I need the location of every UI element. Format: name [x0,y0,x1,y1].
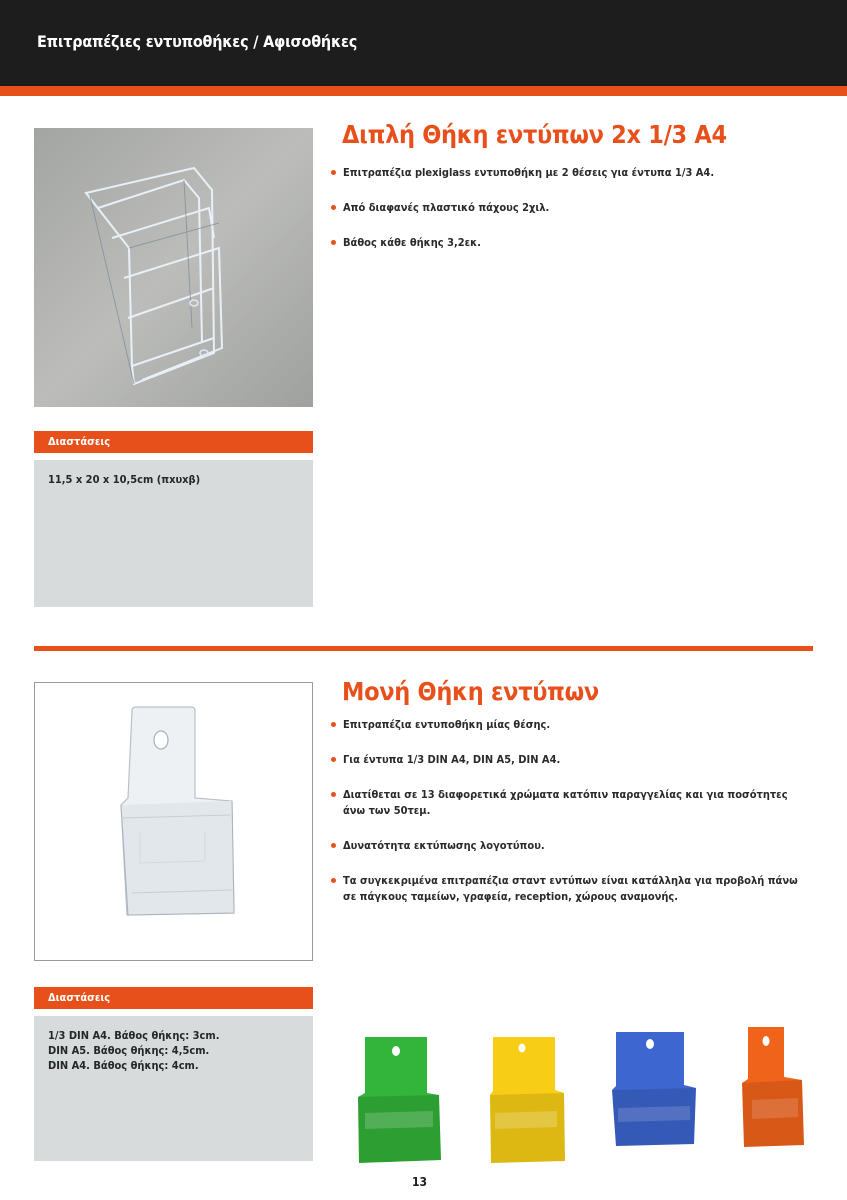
dimension-value: 11,5 x 20 x 10,5cm (πxυxβ) [48,473,201,486]
blue-holder-image [610,1030,700,1154]
orange-holder-image [740,1025,812,1154]
feature-item: Επιτραπέζια plexiglass εντυποθήκη με 2 θέσεις για έντυπα 1/3 A4. [331,165,811,181]
product-title-double-holder: Διπλή Θήκη εντύπων 2x 1/3 A4 [342,120,727,149]
product-features-double-holder [331,165,811,251]
feature-item: Για έντυπα 1/3 DIN A4, DIN A5, DIN A4. [331,752,811,768]
feature-item: Επιτραπέζια εντυποθήκη μίας θέσης. [331,717,811,733]
green-holder-image [355,1035,445,1169]
dimensions-label: Διαστάσεις [34,431,313,453]
dimension-value: 1/3 DIN A4. Βάθος θήκης: 3cm. [48,1029,220,1042]
single-leaflet-holder-image [35,683,312,960]
dimensions-box [34,1016,313,1161]
section-title: Επιτραπέζιες εντυποθήκες / Αφισοθήκες [37,32,358,51]
feature-item: Βάθος κάθε θήκης 3,2εκ. [331,235,811,251]
yellow-holder-image [485,1035,570,1169]
dimension-value: DIN A5. Βάθος θήκης: 4,5cm. [48,1044,210,1057]
double-leaflet-holder-photo [34,128,313,407]
double-leaflet-holder-image [34,128,313,407]
dimensions-label: Διαστάσεις [34,987,313,1009]
section-divider [34,646,813,651]
feature-item: Διατίθεται σε 13 διαφορετικά χρώματα κατόπιν παραγγελίας και για ποσότητες άνω των 50τεμ. [331,787,811,819]
product-title-single-holder: Μονή Θήκη εντύπων [342,677,599,706]
feature-item: Από διαφανές πλαστικό πάχους 2χιλ. [331,200,811,216]
single-leaflet-holder-photo [34,682,313,961]
page-number: 13 [412,1175,428,1189]
header-accent-stripe [0,86,847,96]
feature-item: Τα συγκεκριμένα επιτραπέζια σταντ εντύπων είναι κατάλληλα για προβολή πάνω σε πάγκους ταμείων, γραφεία, reception, χώρους αναμονής. [331,873,811,905]
dimensions-box [34,460,313,607]
product-features-single-holder [331,717,811,905]
page-header [0,0,847,86]
dimension-value: DIN A4. Βάθος θήκης: 4cm. [48,1059,199,1072]
feature-item: Δυνατότητα εκτύπωσης λογοτύπου. [331,838,811,854]
